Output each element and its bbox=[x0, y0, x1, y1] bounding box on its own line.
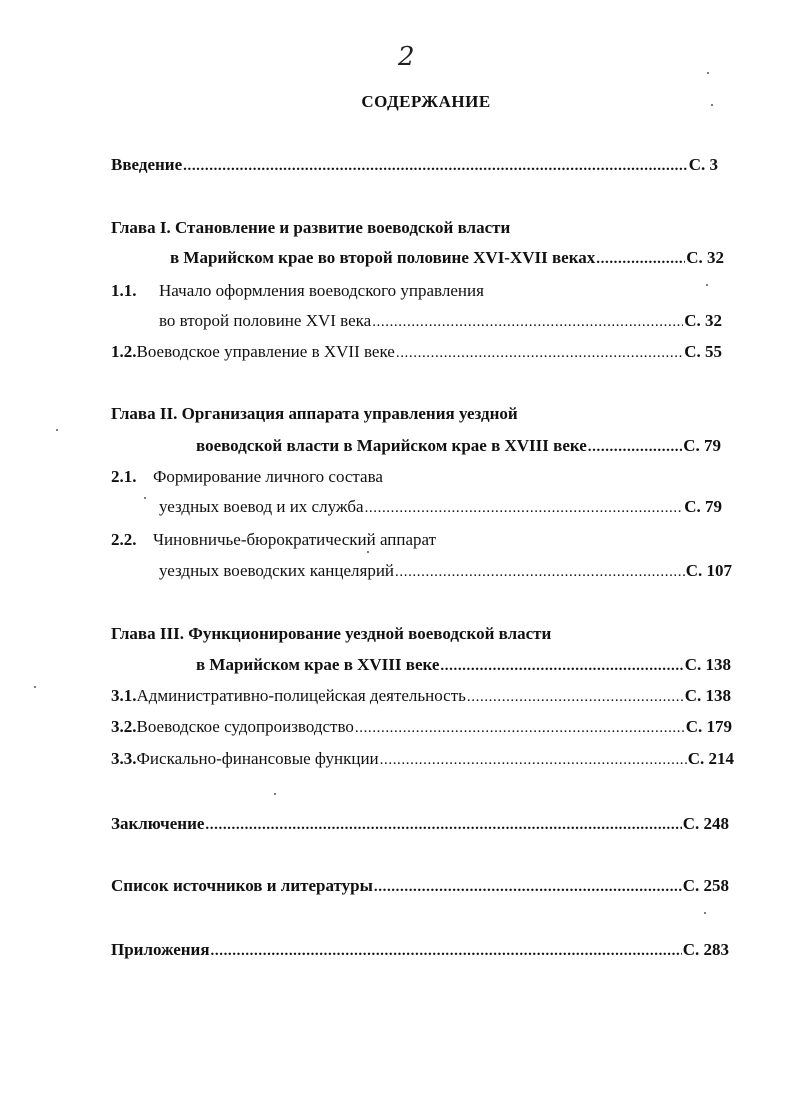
toc-page: С. 258 bbox=[682, 876, 729, 895]
toc-section-2-2-line-1 bbox=[111, 530, 436, 550]
toc-leader bbox=[355, 718, 685, 738]
toc-label: Воеводское судопроизводство bbox=[136, 717, 354, 736]
toc-label: Список источников и литературы bbox=[111, 876, 373, 895]
toc-label: Заключение bbox=[111, 814, 205, 833]
toc-page: С. 32 bbox=[684, 311, 722, 330]
toc-section-3-2 bbox=[111, 717, 732, 738]
toc-label: в Марийском крае во второй половине XVI-XVII веках bbox=[170, 248, 596, 267]
toc-label: уездных воеводских канцелярий bbox=[159, 561, 395, 580]
toc-label: Глава II. Организация аппарата управления уездной bbox=[111, 404, 518, 423]
toc-leader bbox=[440, 656, 683, 676]
toc-leader bbox=[380, 750, 687, 770]
toc-section-number: 3.2. bbox=[111, 717, 137, 736]
toc-label: Административно-полицейская деятельность bbox=[136, 686, 466, 705]
scan-speck bbox=[34, 686, 36, 688]
toc-section-1-1-line-1 bbox=[111, 281, 484, 301]
scan-speck bbox=[274, 793, 276, 795]
scan-speck bbox=[707, 72, 709, 74]
toc-chapter-3-line-1 bbox=[111, 624, 551, 644]
toc-label: Воеводское управление в XVII веке bbox=[136, 342, 395, 361]
toc-chapter-2-line-2 bbox=[196, 436, 721, 457]
toc-chapter-2-line-1 bbox=[111, 404, 518, 424]
toc-label: Фискально-финансовые функции bbox=[136, 749, 379, 768]
toc-page: С. 179 bbox=[685, 717, 732, 736]
toc-page: С. 3 bbox=[688, 155, 718, 174]
toc-page: С. 79 bbox=[684, 497, 722, 516]
toc-section-1-1-line-2 bbox=[159, 311, 722, 332]
toc-chapter-1-line-1 bbox=[111, 218, 510, 238]
toc-leader bbox=[372, 312, 683, 332]
toc-section-3-3 bbox=[111, 749, 734, 770]
toc-leader bbox=[365, 498, 684, 518]
toc-label: в Марийском крае в XVIII веке bbox=[196, 655, 440, 674]
toc-leader bbox=[374, 877, 682, 897]
toc-chapter-1-line-2 bbox=[170, 248, 724, 269]
toc-leader bbox=[395, 562, 685, 582]
toc-page: С. 138 bbox=[684, 686, 731, 705]
toc-leader bbox=[588, 437, 682, 457]
toc-section-number: 3.1. bbox=[111, 686, 137, 705]
toc-label: Начало оформления воеводского управления bbox=[159, 281, 484, 300]
scan-speck bbox=[367, 551, 369, 553]
scan-speck bbox=[706, 284, 708, 286]
toc-page: С. 79 bbox=[683, 436, 721, 455]
toc-leader bbox=[596, 249, 685, 269]
toc-section-number: 2.2. bbox=[111, 530, 137, 549]
toc-section-number: 1.2. bbox=[111, 342, 137, 361]
toc-section-number: 3.3. bbox=[111, 749, 137, 768]
toc-page: С. 107 bbox=[685, 561, 732, 580]
toc-page: С. 248 bbox=[682, 814, 729, 833]
toc-page: С. 32 bbox=[686, 248, 724, 267]
toc-leader bbox=[205, 815, 681, 835]
toc-label: Приложения bbox=[111, 940, 210, 959]
handwritten-page-number: 2 bbox=[398, 42, 416, 72]
toc-section-3-1 bbox=[111, 686, 731, 707]
toc-label: Введение bbox=[111, 155, 183, 174]
toc-label: Глава I. Становление и развитие воеводской власти bbox=[111, 218, 511, 237]
toc-entry-conclusion bbox=[111, 814, 729, 835]
toc-leader bbox=[211, 941, 682, 961]
toc-page: С. 214 bbox=[687, 749, 734, 768]
toc-section-2-1-line-2 bbox=[159, 497, 722, 518]
toc-section-2-2-line-2 bbox=[159, 561, 732, 582]
toc-leader bbox=[467, 687, 684, 707]
page-title: СОДЕРЖАНИЕ bbox=[361, 92, 491, 111]
scan-speck bbox=[56, 429, 58, 431]
toc-entry-intro bbox=[111, 155, 718, 176]
toc-label: Формирование личного состава bbox=[153, 467, 383, 486]
toc-leader bbox=[396, 343, 683, 363]
toc-label: во второй половине XVI века bbox=[159, 311, 372, 330]
toc-page: С. 55 bbox=[684, 342, 722, 361]
toc-page: С. 138 bbox=[684, 655, 731, 674]
scan-speck bbox=[704, 912, 706, 914]
toc-label: Глава III. Функционирование уездной воеводской власти bbox=[111, 624, 552, 643]
toc-label: воеводской власти в Марийском крае в XVIII веке bbox=[196, 436, 587, 455]
toc-section-number: 1.1. bbox=[111, 281, 137, 300]
toc-section-1-2 bbox=[111, 342, 722, 363]
scan-speck bbox=[144, 497, 146, 499]
toc-section-number: 2.1. bbox=[111, 467, 137, 486]
toc-label: Чиновничье-бюрократический аппарат bbox=[153, 530, 437, 549]
scan-speck bbox=[711, 104, 713, 106]
toc-label: уездных воевод и их служба bbox=[159, 497, 364, 516]
toc-entry-appendices bbox=[111, 940, 729, 961]
toc-chapter-3-line-2 bbox=[196, 655, 731, 676]
toc-page: С. 283 bbox=[682, 940, 729, 959]
toc-section-2-1-line-1 bbox=[111, 467, 383, 487]
toc-leader bbox=[183, 156, 688, 176]
toc-entry-sources bbox=[111, 876, 729, 897]
